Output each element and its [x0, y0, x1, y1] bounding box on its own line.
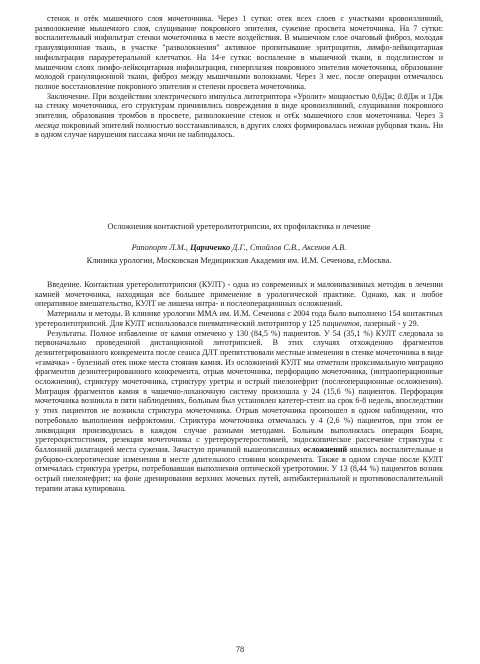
previous-article-tail: [35, 14, 443, 140]
article-authors: Рапопорт Л.М., Цариченко Д.Г., Стойлов С.В., Аксенов А.В.: [131, 243, 347, 252]
methods-paragraph: Материалы и методы. В клинике урологии ММА им. И.М. Сеченова с 2004 года было выполнено 154 контактных уретеролитотрипсий. Для КУЛТ использовался пневматический литотриптор у 125 пациентов, лазерный - у 29.: [35, 309, 443, 328]
introduction-paragraph: Введение. Контактная уретеролитотрипсия (КУЛТ) - одна из современных и малоинвазивных методик в лечении камней мочеточника, находящая все большее применение в урологической практике. Однако, как и любое оперативное вмешательство, КУЛТ не лишена интра- и послеоперационных осложнений.: [35, 280, 443, 309]
findings-paragraph: стенок и отёк мышечного слоя мочеточника. Через 1 сутки: отек всех слоев с участками кровоизлияний, разволокнение мышечного слоя, слущивание покровного эпителия, сужение просвета мочеточника. На 7 сутки: воспалительный инфильтрат стенки мочеточника в месте воздействия. В мышечном слое очаговый фиброз, молодая грануляционная ткань, в участке "разволокнения" активное пропитывание эритроцитов, лимфо-лейкоцитарная инфильтрация парауретеральной клетчатки. На 14-е сутки: воспаление в мышечной ткани, в подслизистом и мышечном слоях лимфо-лейкоцитарная инфильтрация, гиперплазия покровного эпителия мочеточника, образование молодой грануляционной ткани, фиброз между мышечными волокнами. Через 3 мес. после операции отмечалось полное восстановление покровного эпителия и степени просвета мочеточника.: [35, 14, 443, 91]
page-number: 78: [235, 644, 245, 654]
article-affiliation: Клиника урологии, Московская Медицинская Академия им. И.М. Сеченова, г.Москва.: [86, 256, 392, 265]
conclusion-paragraph: Заключение. При воздействии электрического импульса литотриптора «Уролит» мощностью 0,6Дж; 0.8Дж и 1Дж на стенку мочеточника, его структурам причинялись повреждения в виде кровоизлияний, слущивания покровного эпителия, образования тромбов в просвете, разволокнение стенок и от€к мышечного слоя мочеточника. Через 3 месяца покровный эпителий полностью восстанавливался, в других слоях формировалась нежная рубцовая ткань. Ни в одном случае нарушения пассажа мочи не наблюдалось.: [35, 91, 443, 140]
article-body: [35, 280, 443, 493]
article-title: Осложнения контактной уретеролитотрипсии, их профилактика и лечение: [107, 222, 371, 231]
results-paragraph: Результаты. Полное избавление от камня отмечено у 130 (84,5 %) пациентов. У 54 (35,1 %) КУЛТ следовала за первоначально проведенной дистанционной литотрипсией. В этих случаях отхождению фрагментов дезинтегрированного конкремента после сеанса ДЛТ препятствовали местные изменения в стенке мочеточника в виде «гамачка» - булезный отек ниже места стояния камня. Из осложнений КУЛТ мы отметили проксимальную миграцию фрагментов дезинтегрированного конкремента, отрыв мочеточника, перфорацию мочеточника, (интраоперационные осложнения), стриктуру мочеточника, стриктуру уретры и острый пиелонефрит (послеоперационные осложнения). Миграция фрагментов камня в чашечно-лоханочную систему произошла у 24 (15,6 %) пациентов. Перфорация мочеточника возникла в пяти наблюдениях, больным был установлен катетер-стент на срок 6-8 недель, впоследствии у этих пациентов не возникла стриктура мочеточника. Отрыв мочеточника произошел в одном наблюдении, что потребовало выполнения нефрэктомии. Стриктура мочеточника отмечалась у 4 (2,6 %) пациентов, при этом ее ликвидация производилась в каждом случае разными методами. Больным выполнялась операция Боари, уретероцистостомия, резекция мочеточника с уретероуретеростомией, эндоскопическое рассечение стриктуры с баллонной дилатацией места сужения. Зачастую причиной вышеописанных осложнений явились воспалительные и рубцово-склеротические изменения в месте длительного стояния конкремента. Также в одном случае после КУЛТ отмечалась стриктура уретры, потребовавшая выполнения оптической уретротомии. У 13 (8,44 %) пациентов возник острый пиелонефрит; на фоне дренирования верхних мочевых путей, антибактериальной и противовоспалительной терапии атака купирована.: [35, 328, 443, 493]
